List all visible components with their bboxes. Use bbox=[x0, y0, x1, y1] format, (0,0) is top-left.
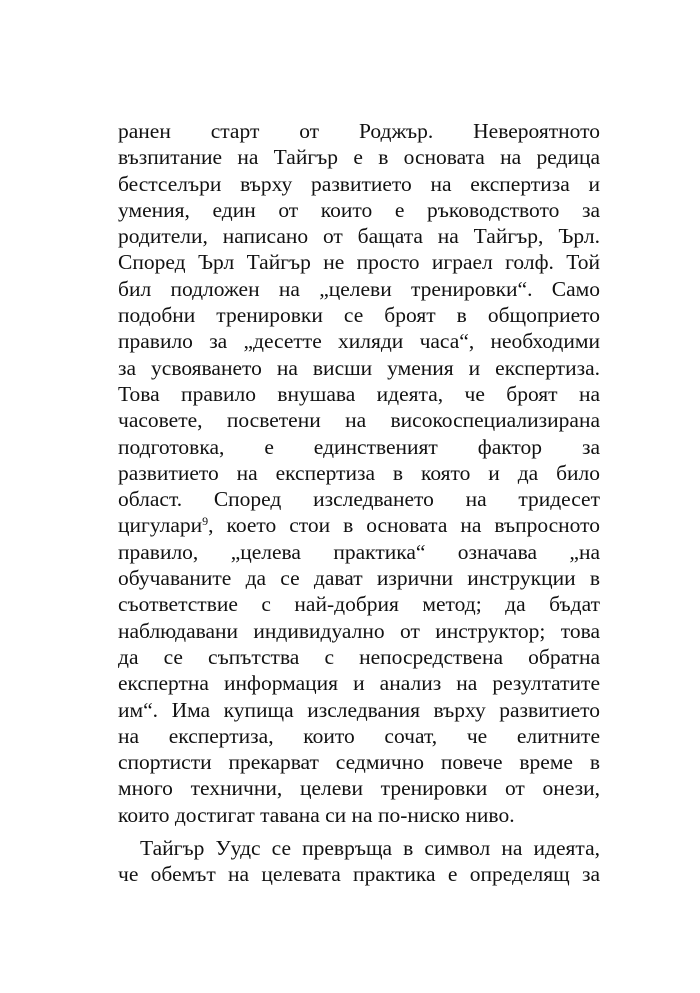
text-line: часовете, посветени на високоспециализирана bbox=[118, 408, 600, 433]
text-line: че обемът на целевата практика е определящ за bbox=[118, 862, 600, 887]
text-line: възпитание на Тайгър е в основата на редица bbox=[118, 145, 600, 170]
text-line: много технични, целеви тренировки от онези, bbox=[118, 776, 600, 801]
text-line-with-footnote bbox=[118, 512, 600, 538]
text-line: съответствие с най-добрия метод; да бъдат bbox=[118, 592, 600, 617]
text-line: подготовка, е единственият фактор за bbox=[118, 434, 600, 459]
text-line: Това правило внушава идеята, че броят на bbox=[118, 381, 600, 406]
text-line-tail: , което стои в основата на въпросното bbox=[208, 513, 600, 538]
footnote-marker[interactable]: 9 bbox=[202, 514, 209, 529]
text-line: развитието на експертиза в която и да било bbox=[118, 460, 600, 485]
paragraph-1 bbox=[118, 118, 600, 828]
text-line-head: цигулари bbox=[118, 513, 203, 538]
text-line: наблюдавани индивидуално от инструктор; това bbox=[118, 618, 600, 643]
text-line: ранен старт от Роджър. Невероятното bbox=[118, 119, 600, 143]
page-text-block bbox=[118, 118, 600, 938]
text-line: правило, „целева практика“ означава „на bbox=[118, 539, 600, 564]
text-line: им“. Има купища изследвания върху развитието bbox=[118, 697, 600, 722]
text-line: подобни тренировки се броят в общоприето bbox=[118, 303, 600, 328]
paragraph-2 bbox=[118, 835, 600, 888]
text-line: обучаваните да се дават изрични инструкции в bbox=[118, 566, 600, 591]
text-line: умения, един от които е ръководството за bbox=[118, 197, 600, 222]
paragraph-spacing bbox=[118, 828, 600, 835]
text-line: които достигат тавана си на по-ниско ниво. bbox=[118, 802, 515, 827]
text-line: правило за „десетте хиляди часа“, необходими bbox=[118, 329, 600, 354]
text-line: родители, написано от бащата на Тайгър, Ърл. bbox=[118, 224, 600, 249]
text-line: бил подложен на „целеви тренировки“. Само bbox=[118, 276, 600, 301]
text-line: Според Ърл Тайгър не просто играел голф. Той bbox=[118, 250, 600, 275]
text-line: експертна информация и анализ на резултатите bbox=[118, 671, 600, 696]
text-line: бестселъри върху развитието на експертиза и bbox=[118, 171, 600, 196]
text-line: Тайгър Уудс се превръща в символ на идеята, bbox=[140, 836, 600, 861]
text-line: за усвояването на висши умения и експертиза. bbox=[118, 355, 600, 380]
text-line: на експертиза, които сочат, че елитните bbox=[118, 723, 600, 748]
text-line: област. Според изследването на тридесет bbox=[118, 487, 600, 512]
text-line: да се съпътства с непосредствена обратна bbox=[118, 644, 600, 669]
text-line: спортисти прекарват седмично повече време в bbox=[118, 750, 600, 775]
